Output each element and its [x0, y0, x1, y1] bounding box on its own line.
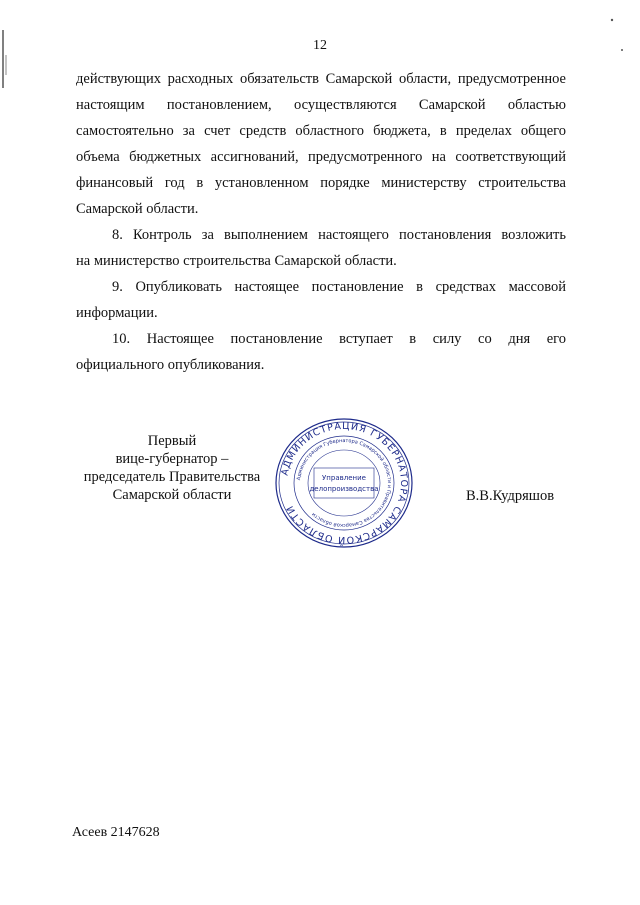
text-line: 10. Настоящее постановление вступает в силу со дня его	[112, 331, 566, 347]
seal-center-line-1: Управление	[322, 474, 366, 482]
text-line: официального опубликования.	[76, 357, 265, 373]
signatory-name: В.В.Кудряшов	[466, 488, 555, 504]
seal-inner-text: Администрация Губернатора Самарской области и Правительства Самарской области	[296, 437, 393, 529]
text-line: Самарской области.	[76, 201, 199, 217]
page-number: 12	[313, 38, 327, 53]
paragraph-9-publish	[76, 274, 566, 326]
paragraph-10-effective	[76, 326, 566, 378]
text-line: информации.	[76, 305, 158, 321]
text-line: на министерство строительства Самарской области.	[76, 253, 397, 269]
text-line: объема бюджетных ассигнований, предусмотренного на соответствующий	[76, 149, 566, 165]
executor-footer: Асеев 2147628	[72, 825, 160, 840]
signatory-title-line: Первый	[147, 433, 197, 449]
paragraph-budget-obligations	[76, 66, 566, 222]
text-line: настоящим постановлением, осуществляются Самарской областью	[76, 97, 566, 113]
signatory-title-line: председатель Правительства	[83, 469, 261, 485]
seal-center-line-2: делопроизводства	[309, 485, 379, 493]
text-line: 9. Опубликовать настоящее постановление в средствах массовой	[112, 279, 566, 295]
text-line: действующих расходных обязательств Самарской области, предусмотренное	[76, 71, 566, 87]
official-seal-stamp	[272, 416, 416, 550]
paragraph-8-control	[76, 222, 566, 274]
seal-outer-text: АДМИНИСТРАЦИЯ ГУБЕРНАТОРА САМАРСКОЙ ОБЛАСТИ	[279, 420, 410, 546]
signatory-title-line: вице-губернатор –	[115, 451, 229, 467]
text-line: 8. Контроль за выполнением настоящего постановления возложить	[112, 227, 566, 243]
signatory-title-line: Самарской области	[112, 487, 232, 503]
signatory-title	[72, 432, 272, 504]
text-line: самостоятельно за счет средств областного бюджета, в пределах общего	[76, 123, 566, 139]
text-line: финансовый год в установленном порядке министерству строительства	[76, 175, 566, 191]
